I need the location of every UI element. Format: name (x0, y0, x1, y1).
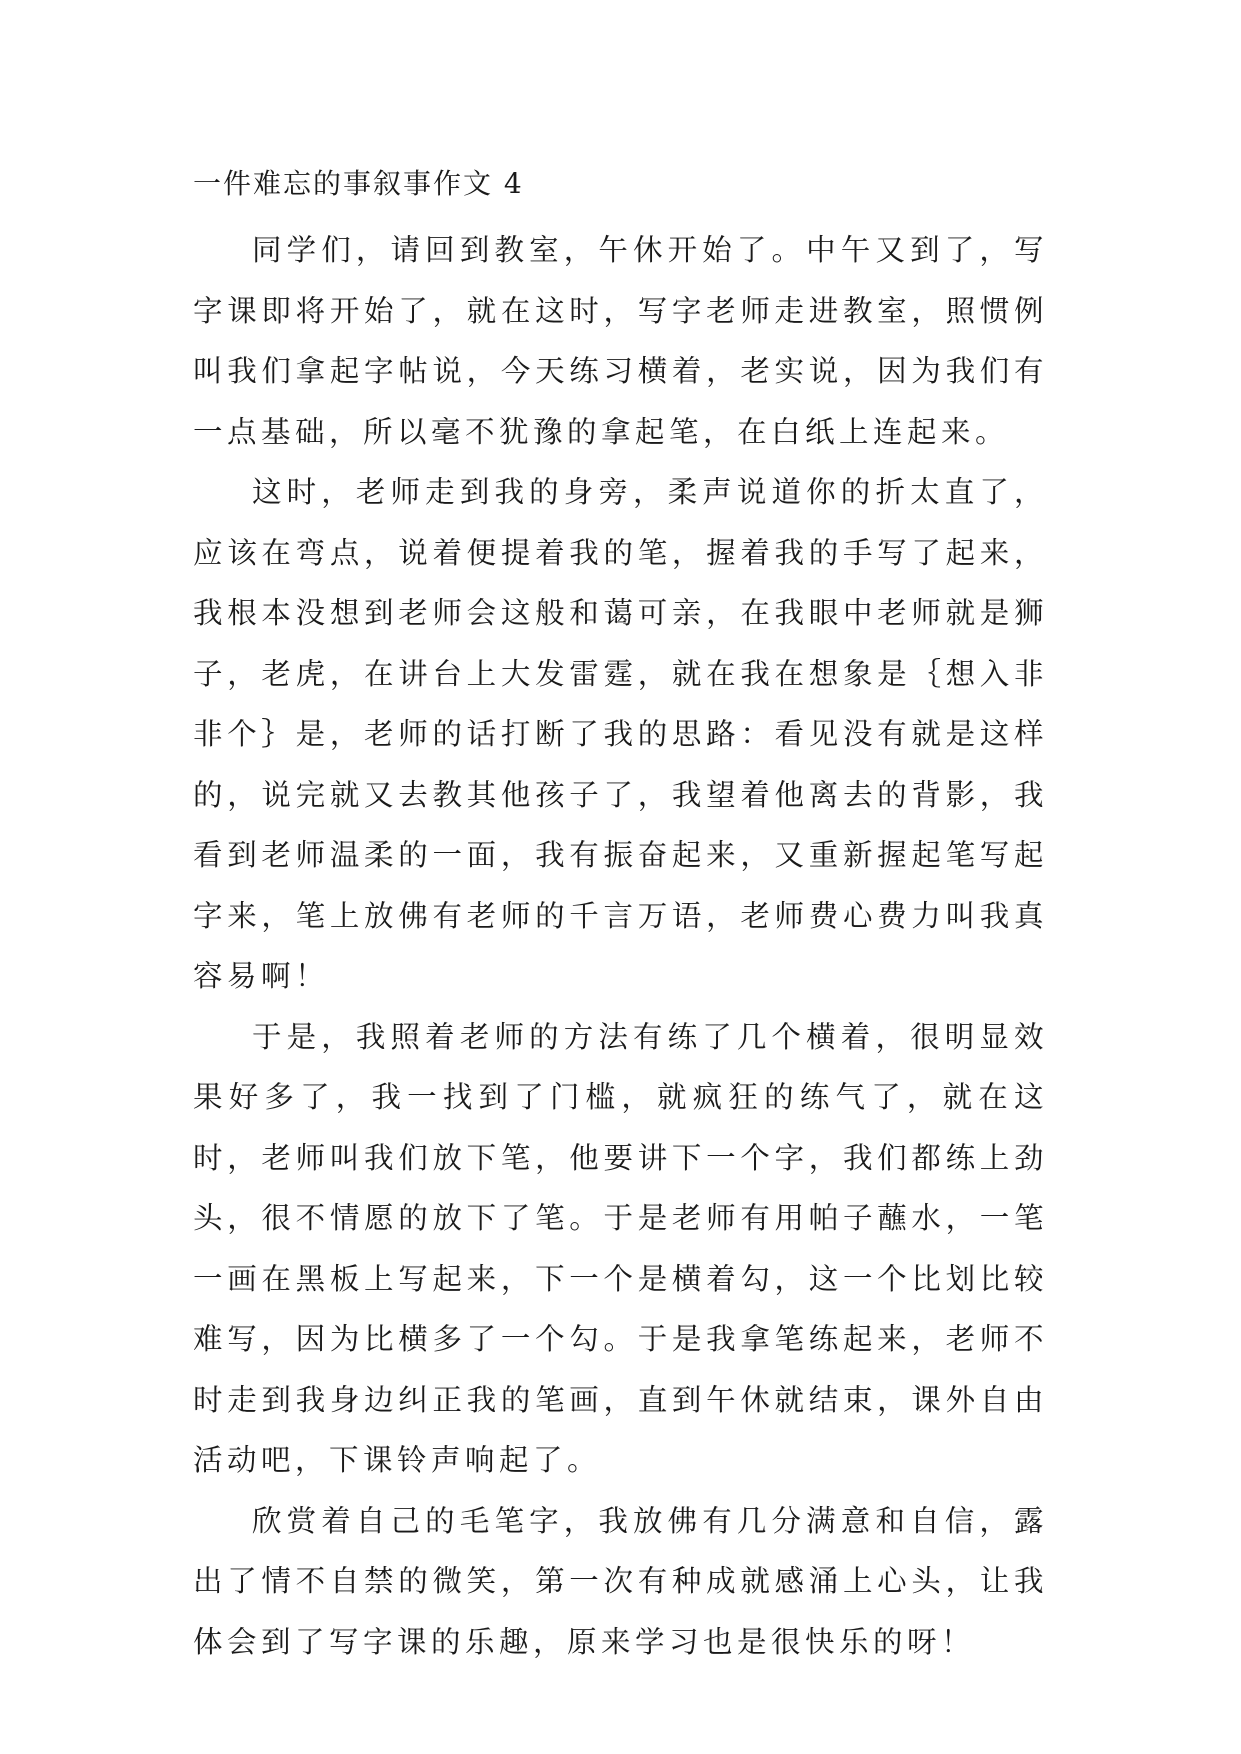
paragraph-3: 于是，我照着老师的方法有练了几个横着，很明显效果好多了，我一找到了门槛，就疯狂的练气了，就在这时，老师叫我们放下笔，他要讲下一个字，我们都练上劲头，很不情愿的放下了笔。于是老师有用帕子蘸水，一笔一画在黑板上写起来，下一个是横着勾，这一个比划比较难写，因为比横多了一个勾。于是我拿笔练起来，老师不时走到我身边纠正我的笔画，直到午休就结束，课外自由活动吧，下课铃声响起了。 (193, 1019, 1048, 1477)
document-title: 一件难忘的事叙事作文 4 (193, 167, 524, 200)
document-body (193, 220, 1048, 1672)
paragraph-1: 同学们，请回到教室，午休开始了。中午又到了，写字课即将开始了，就在这时，写字老师走进教室，照惯例叫我们拿起字帖说，今天练习横着，老实说，因为我们有一点基础，所以毫不犹豫的拿起笔，在白纸上连起来。 (193, 233, 1048, 449)
paragraph-4: 欣赏着自己的毛笔字，我放佛有几分满意和自信，露出了情不自禁的微笑，第一次有种成就感涌上心头，让我体会到了写字课的乐趣，原来学习也是很快乐的呀！ (193, 1503, 1048, 1659)
paragraph-2: 这时，老师走到我的身旁，柔声说道你的折太直了，应该在弯点，说着便提着我的笔，握着我的手写了起来，我根本没想到老师会这般和蔼可亲，在我眼中老师就是狮子，老虎，在讲台上大发雷霆，就在我在想象是｛想入非非个｝是，老师的话打断了我的思路：看见没有就是这样的，说完就又去教其他孩子了，我望着他离去的背影，我看到老师温柔的一面，我有振奋起来，又重新握起笔写起字来，笔上放佛有老师的千言万语，老师费心费力叫我真容易啊！ (193, 475, 1048, 993)
